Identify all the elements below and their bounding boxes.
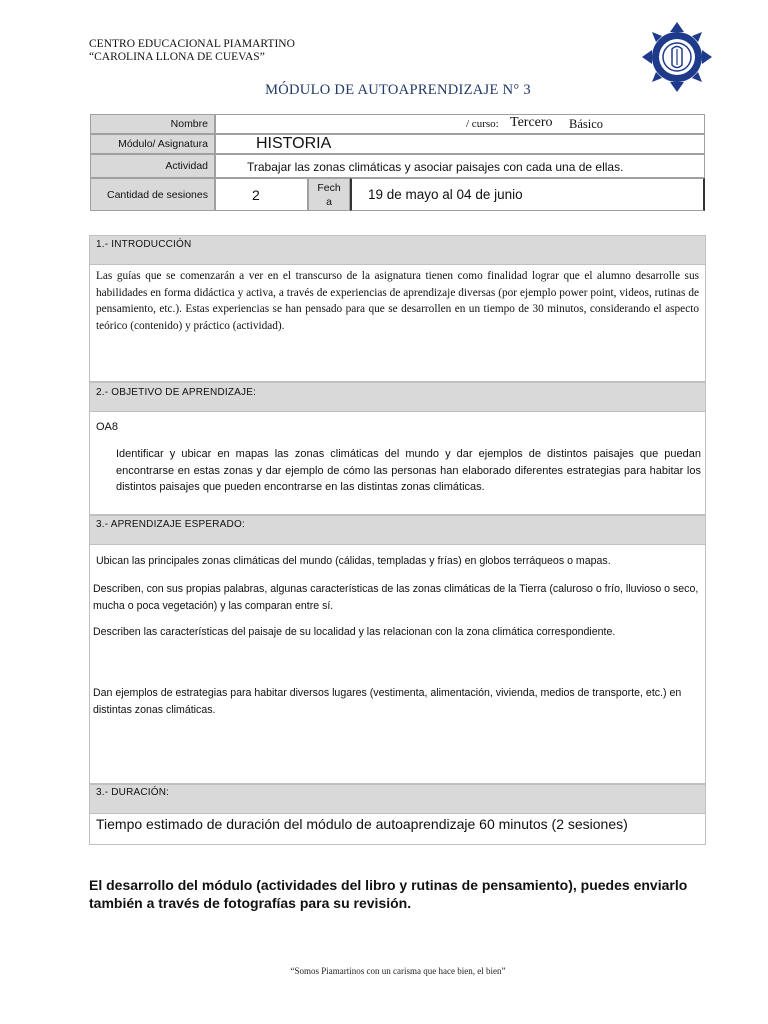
objetivo-code: OA8	[96, 421, 119, 433]
info-table	[90, 114, 705, 211]
intro-heading: 1.- INTRODUCCIÓN	[89, 235, 706, 265]
esperado-body	[89, 544, 706, 784]
actividad-value: Trabajar las zonas climáticas y asociar paisajes con cada una de ellas.	[247, 160, 624, 174]
modulo-label: Módulo/ Asignatura	[90, 134, 215, 154]
sesiones-label: Cantidad de sesiones	[90, 178, 215, 211]
fecha-label-line1: Fech	[317, 182, 341, 194]
esperado-item: Dan ejemplos de estrategias para habitar diversos lugares (vestimenta, alimentación, vivienda, medios de transporte, etc.) en distintas zonas climáticas.	[93, 687, 682, 716]
objetivo-body	[89, 411, 706, 515]
fecha-value: 19 de mayo al 04 de junio	[368, 187, 523, 202]
actividad-label: Actividad	[90, 154, 215, 178]
footer-motto: “Somos Piamartinos con un carisma que hace bien, el bien”	[290, 966, 506, 976]
school-subname: “CAROLINA LLONA DE CUEVAS”	[89, 51, 265, 63]
duracion-text: Tiempo estimado de duración del módulo de autoaprendizaje 60 minutos (2 sesiones)	[96, 816, 628, 832]
submission-note: El desarrollo del módulo (actividades del libro y rutinas de pensamiento), puedes enviarlo también a través de fotografías para su revisión.	[89, 877, 688, 911]
modulo-field[interactable]	[215, 134, 705, 154]
fecha-label-line2: a	[326, 196, 332, 208]
esperado-heading: 3.- APRENDIZAJE ESPERADO:	[89, 515, 706, 545]
esperado-item: Describen las características del paisaje de su localidad y las relacionan con la zona climática correspondiente.	[93, 626, 616, 638]
intro-body	[89, 264, 706, 382]
curso-value: Tercero	[510, 115, 553, 130]
curso-label: / curso:	[466, 118, 499, 130]
school-name: CENTRO EDUCACIONAL PIAMARTINO	[89, 38, 295, 50]
sesiones-field[interactable]	[215, 178, 308, 211]
nombre-field[interactable]	[215, 114, 705, 134]
esperado-item: Ubican las principales zonas climáticas del mundo (cálidas, templadas y frías) en globos terráqueos o mapas.	[96, 555, 611, 567]
curso-suffix: Básico	[569, 117, 604, 131]
duracion-heading: 3.- DURACIÓN:	[89, 784, 706, 814]
esperado-item: Describen, con sus propias palabras, algunas características de las zonas climáticas de la Tierra (caluroso o frío, lluvioso o seco, mucha o poca vegetación) y las comparan entre sí.	[93, 583, 699, 612]
objetivo-heading: 2.- OBJETIVO DE APRENDIZAJE:	[89, 382, 706, 412]
objetivo-text: Identificar y ubicar en mapas las zonas climáticas del mundo y dar ejemplos de distintos paisajes que puedan encontrarse en estas zonas y dar ejemplo de cómo las personas han elaborado diferentes estrategias para habitar los distintos paisajes que pueden encontrarse en las distintas zonas climáticas.	[116, 448, 701, 493]
fecha-field[interactable]	[350, 178, 705, 211]
modulo-value: HISTORIA	[256, 135, 332, 152]
sesiones-value: 2	[252, 187, 260, 203]
module-title: MÓDULO DE AUTOAPRENDIZAJE N° 3	[265, 82, 531, 98]
fecha-label	[308, 178, 350, 211]
intro-text: Las guías que se comenzarán a ver en el transcurso de la asignatura tienen como finalidad lograr que el alumno desarrolle sus habilidades en forma didáctica y activa, a través de experiencias de aprendizaje diversas (por ejemplo power point, videos, rutinas de pensamiento, etc.). Estas experiencias se han pensado para que se desarrollen en un tiempo de 30 minutos, considerando el aspecto teórico (contenido) y práctico (actividad).	[96, 270, 699, 332]
duracion-body	[89, 813, 706, 845]
nombre-label: Nombre	[90, 114, 215, 134]
actividad-field[interactable]	[215, 154, 705, 178]
